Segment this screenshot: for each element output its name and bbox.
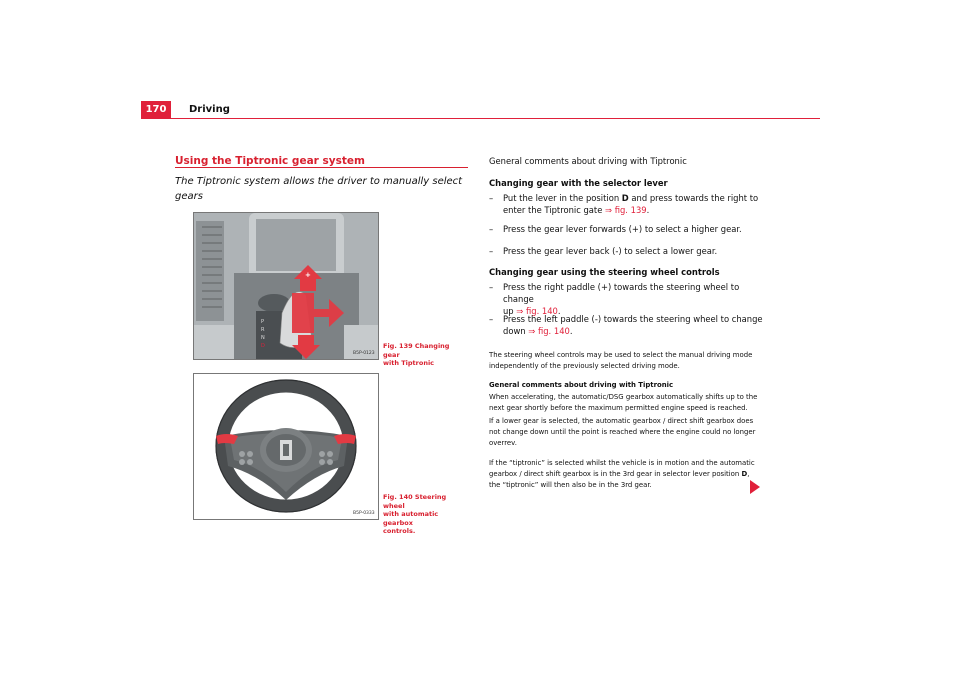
svg-text:+: +	[305, 271, 311, 279]
note-3-line-1: If a lower gear is selected, the automatic gearbox / direct shift gearbox does	[489, 417, 754, 425]
intro-text: General comments about driving with Tiptronic	[489, 156, 687, 166]
list-item-1-text-a: Put the lever in the position	[503, 193, 622, 203]
next-page-arrow-icon[interactable]	[750, 480, 760, 494]
list-item-3: Press the gear lever back (-) to select a lower gear.	[503, 246, 718, 256]
figure-140-code: B5P-0333	[353, 511, 375, 516]
figure-140-steering-wheel	[193, 373, 379, 520]
list-item-1-end: .	[646, 205, 650, 215]
svg-text:D: D	[261, 343, 265, 349]
list-dash: –	[489, 282, 494, 292]
note-paragraph-3	[489, 416, 771, 450]
note-1-line-2: independently of the previously selected driving mode.	[489, 362, 680, 371]
list-item-5-text-a: Press the left paddle (-) towards the steering wheel to change	[503, 314, 763, 324]
list-item-4-end: .	[557, 306, 561, 316]
note-3-line-3: overrev.	[489, 439, 517, 448]
list-dash: –	[489, 246, 494, 256]
list-item-1-position: D	[621, 193, 629, 203]
figure-139-caption	[383, 342, 468, 368]
figure-139-caption-line2: with Tiptronic	[383, 359, 435, 367]
figure-140-caption	[383, 493, 468, 536]
note-1-line-1: The steering wheel controls may be used to select the manual driving mode	[489, 351, 753, 359]
fig-140-link[interactable]: ⇒ fig. 140	[528, 326, 570, 336]
svg-text:P: P	[261, 319, 265, 325]
list-item-4-text-a: Press the right paddle (+) towards the steering wheel to change	[503, 282, 740, 304]
section-rule	[175, 167, 468, 168]
list-item-2: Press the gear lever forwards (+) to select a higher gear.	[503, 224, 742, 234]
note-paragraph-1	[489, 350, 771, 372]
note-4-line-2-text: gearbox / direct shift gearbox is in the 3rd gear in selector lever position	[489, 470, 742, 479]
svg-text:N: N	[261, 335, 265, 341]
section-subtitle: The Tiptronic system allows the driver to manually select gears	[175, 176, 463, 202]
figure-140-caption-line1: Fig. 140 Steering wheel	[383, 493, 447, 510]
list-item-5-text-b: down	[503, 326, 529, 336]
note-paragraph-4	[489, 458, 771, 492]
figure-140-caption-line2: with automatic gearbox	[383, 510, 439, 527]
note-4-line-1: If the “tiptronic” is selected whilst the vehicle is in motion and the automatic	[489, 459, 755, 467]
note-4-position: D	[741, 470, 748, 479]
gear-lever-illustration	[194, 213, 378, 359]
heading-selector-lever: Changing gear with the selector lever	[489, 178, 668, 188]
note-heading: General comments about driving with Tiptronic	[489, 381, 674, 389]
header-rule	[141, 118, 820, 119]
header-title: Driving	[189, 104, 230, 115]
list-item-4	[503, 281, 765, 317]
list-dash: –	[489, 224, 494, 234]
list-dash: –	[489, 314, 494, 324]
list-item-1-text-c: and press towards the right to	[628, 193, 759, 203]
note-4-line-3: the “tiptronic” will then also be in the 3rd gear.	[489, 481, 652, 490]
figure-140-caption-line3: controls.	[383, 527, 416, 535]
note-4-comma: ,	[747, 470, 750, 479]
list-item-1	[503, 192, 765, 216]
note-paragraph-2	[489, 392, 771, 414]
note-2-line-2: next gear shortly before the maximum permitted engine speed is reached.	[489, 404, 748, 413]
list-item-4-text-b: up	[503, 306, 517, 316]
list-item-1-text-d: enter the Tiptronic gate	[503, 205, 606, 215]
list-item-5	[503, 313, 765, 337]
list-dash: –	[489, 193, 494, 203]
note-3-line-2: not change down until the point is reached where the engine could no longer	[489, 428, 756, 437]
note-4-line-2	[489, 469, 771, 480]
figure-139-gear-lever	[193, 212, 379, 360]
svg-text:R: R	[261, 327, 265, 333]
fig-140-link[interactable]: ⇒ fig. 140	[516, 306, 558, 316]
steering-wheel-illustration	[194, 374, 378, 519]
fig-139-link[interactable]: ⇒ fig. 139	[605, 205, 647, 215]
page-number: 170	[141, 101, 171, 118]
heading-steering-controls: Changing gear using the steering wheel controls	[489, 267, 720, 277]
section-title: Using the Tiptronic gear system	[175, 155, 365, 167]
figure-139-caption-line1: Fig. 139 Changing gear	[383, 342, 450, 359]
note-2-line-1: When accelerating, the automatic/DSG gearbox automatically shifts up to the	[489, 393, 758, 401]
figure-139-code: B5P-0123	[353, 351, 375, 356]
list-item-5-end: .	[569, 326, 573, 336]
